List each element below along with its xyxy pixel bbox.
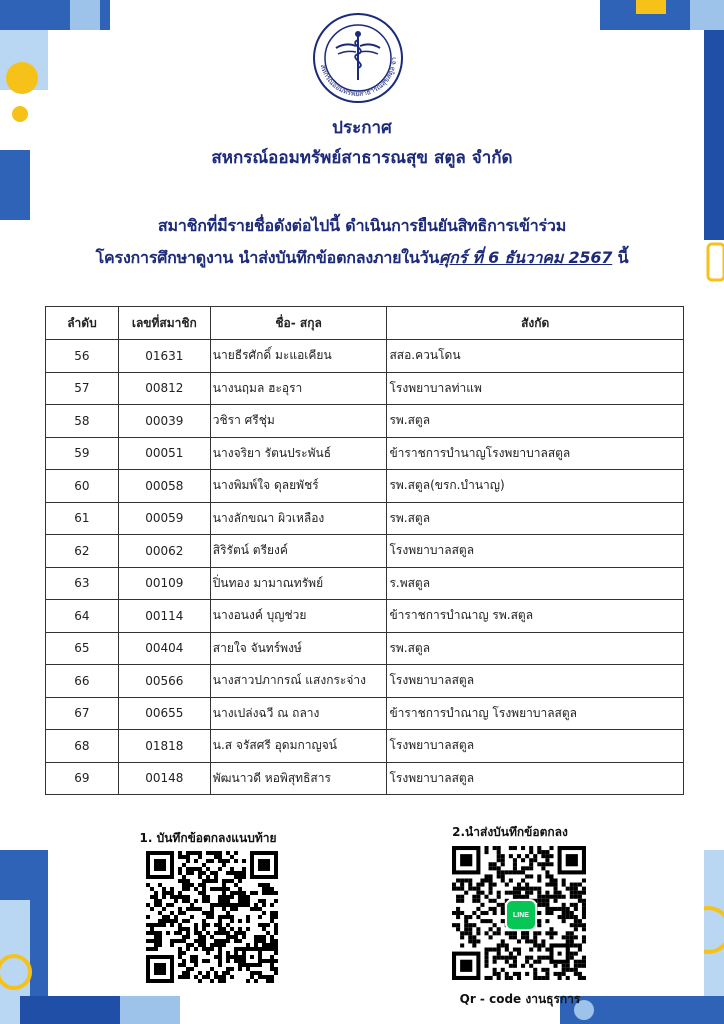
table-row (46, 600, 684, 633)
row-affiliation: โรงพยาบาลท่าแพ (387, 372, 684, 405)
row-order: 67 (46, 697, 119, 730)
table-row (46, 502, 684, 535)
row-affiliation: โรงพยาบาลสตูล (387, 665, 684, 698)
announcement-title: ประกาศ (332, 118, 392, 138)
qr-caption: Qr - code งานธุรการ (459, 992, 581, 1006)
cooperative-seal-logo (312, 12, 404, 104)
row-order: 64 (46, 600, 119, 633)
notice-line-2-suffix: นี้ (612, 248, 629, 267)
notice-line-1: สมาชิกที่มีรายชื่อดังต่อไปนี้ ดำเนินการยืนยันสิทธิการเข้าร่วม (157, 216, 567, 235)
notice-line-2-prefix: โครงการศึกษาดูงาน นำส่งบันทึกข้อตกลงภายในวัน (95, 248, 440, 267)
row-name: นางพิมพ์ใจ ดุลยพัชร์ (210, 470, 387, 503)
row-order: 60 (46, 470, 119, 503)
row-member-id: 00039 (118, 405, 210, 438)
row-order: 58 (46, 405, 119, 438)
table-header-row (46, 307, 684, 340)
header-member-id: เลขที่สมาชิก (118, 307, 210, 340)
row-affiliation: รพ.สตูล (387, 502, 684, 535)
row-affiliation: ข้าราชการบำณาญ โรงพยาบาลสตูล (387, 697, 684, 730)
row-order: 65 (46, 632, 119, 665)
row-name: นางลักขณา ผิวเหลือง (210, 502, 387, 535)
row-affiliation: ข้าราชการบำณาญ รพ.สตูล (387, 600, 684, 633)
row-member-id: 00655 (118, 697, 210, 730)
deadline-date: ศุกร์ ที่ 6 ธันวาคม 2567 (439, 248, 613, 267)
row-name: นางอนงค์ บุญช่วย (210, 600, 387, 633)
table-row (46, 405, 684, 438)
row-affiliation: รพ.สตูล(ขรก.บำนาญ) (387, 470, 684, 503)
row-affiliation: รพ.สตูล (387, 405, 684, 438)
header-name: ชื่อ- สกุล (210, 307, 387, 340)
row-member-id: 00051 (118, 437, 210, 470)
row-member-id: 00109 (118, 567, 210, 600)
row-order: 57 (46, 372, 119, 405)
row-member-id: 01631 (118, 340, 210, 373)
row-name: ปิ่นทอง มามาณทรัพย์ (210, 567, 387, 600)
row-affiliation: โรงพยาบาลสตูล (387, 730, 684, 763)
row-member-id: 00566 (118, 665, 210, 698)
row-affiliation: ข้าราชการบำนาญโรงพยาบาลสตูล (387, 437, 684, 470)
row-member-id: 00062 (118, 535, 210, 568)
table-row (46, 697, 684, 730)
row-name: สิริรัตน์ ตรียงค์ (210, 535, 387, 568)
row-member-id: 00114 (118, 600, 210, 633)
table-row (46, 437, 684, 470)
qr-label-submit: 2.นำส่งบันทึกข้อตกลง (452, 825, 568, 839)
row-name: พัฒนาวดี หอพิสุทธิสาร (210, 762, 387, 795)
seal-caption: สหกรณ์ออมทรัพย์สาธารณสุขสตูล จำ (318, 56, 399, 99)
row-member-id: 00059 (118, 502, 210, 535)
row-member-id: 00404 (118, 632, 210, 665)
header-affiliation: สังกัด (387, 307, 684, 340)
qr-label-agreement: 1. บันทึกข้อตกลงแนบท้าย (139, 831, 277, 845)
row-name: นางนฤมล ฮะอุรา (210, 372, 387, 405)
line-app-icon (505, 899, 537, 931)
line-badge-text: LINE (513, 911, 529, 919)
qr-code-line-icon[interactable] (452, 846, 584, 978)
row-order: 56 (46, 340, 119, 373)
row-order: 69 (46, 762, 119, 795)
row-affiliation: โรงพยาบาลสตูล (387, 535, 684, 568)
row-member-id: 00148 (118, 762, 210, 795)
table-row (46, 632, 684, 665)
row-order: 63 (46, 567, 119, 600)
row-affiliation: โรงพยาบาลสตูล (387, 762, 684, 795)
row-member-id: 00058 (118, 470, 210, 503)
row-name: สายใจ จันทร์พงษ์ (210, 632, 387, 665)
table-row (46, 470, 684, 503)
table-row (46, 372, 684, 405)
organization-name: สหกรณ์ออมทรัพย์สาธารณสุข สตูล จำกัด (211, 148, 513, 168)
row-name: วชิรา ศรีชุ่ม (210, 405, 387, 438)
row-order: 62 (46, 535, 119, 568)
notice-line-2 (0, 246, 724, 271)
header-order: ลำดับ (46, 307, 119, 340)
table-row (46, 535, 684, 568)
row-affiliation: รพ.สตูล (387, 632, 684, 665)
row-order: 61 (46, 502, 119, 535)
row-name: น.ส จรัสศรี อุดมกาญจน์ (210, 730, 387, 763)
table-row (46, 340, 684, 373)
row-affiliation: สสอ.ควนโดน (387, 340, 684, 373)
row-order: 59 (46, 437, 119, 470)
row-member-id: 00812 (118, 372, 210, 405)
row-order: 66 (46, 665, 119, 698)
row-name: นางสาวปภากรณ์ แสงกระจ่าง (210, 665, 387, 698)
table-row (46, 665, 684, 698)
row-member-id: 01818 (118, 730, 210, 763)
table-row (46, 762, 684, 795)
row-order: 68 (46, 730, 119, 763)
row-name: นางจริยา รัตนประพันธ์ (210, 437, 387, 470)
row-name: นางเปล่งฉวี ณ ถลาง (210, 697, 387, 730)
member-table (45, 306, 684, 795)
table-row (46, 730, 684, 763)
row-affiliation: ร.พสตูล (387, 567, 684, 600)
table-row (46, 567, 684, 600)
row-name: นายธีรศักดิ์ มะแอเคียน (210, 340, 387, 373)
qr-code-icon[interactable] (146, 851, 278, 983)
